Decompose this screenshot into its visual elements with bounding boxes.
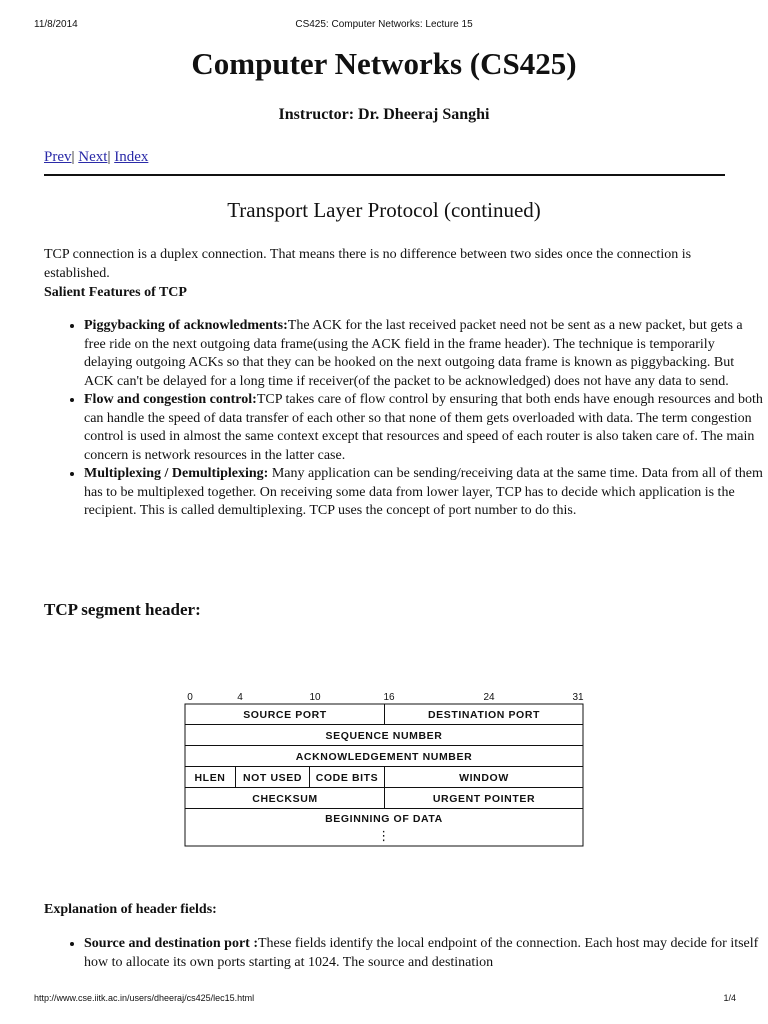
field-hlen: HLEN [194, 772, 226, 784]
bit-label: 4 [237, 692, 243, 703]
bit-label: 31 [572, 692, 584, 703]
field-urgent-pointer: URGENT POINTER [432, 793, 536, 805]
explanation-heading: Explanation of header fields: [44, 902, 217, 917]
feature-text: The ACK for the last received packet need not be sent as a new packet, but gets a free ride on the next outgoing data frame(using the ACK field in the frame header). The technique is temporarily delaying outgoing ACKs so that they can be hooked on the next outgoing data frame is known as piggybacking. But ACK can't be delayed for a long time if receiver(of the packet to be acknowledged) does not have any data to send. [84, 318, 743, 389]
feature-text: TCP takes care of flow control by ensuring that both ends have enough resources and both can handle the speed of data transfer of each other so that none of them gets overloaded with data. The term congestion control is used in almost the same context except that resources and speed of each router is also taken care of. The main concern is network resources in the latter case. [84, 392, 763, 463]
feature-term: Multiplexing / Demultiplexing: [84, 466, 269, 481]
field-window: WINDOW [459, 772, 509, 784]
list-item [84, 935, 764, 972]
list-item [84, 465, 764, 521]
page-navigation [44, 149, 148, 166]
print-page-title: CS425: Computer Networks: Lecture 15 [295, 19, 473, 30]
field-beginning-of-data: BEGINNING OF DATA [325, 813, 443, 825]
field-not-used: NOT USED [242, 772, 303, 784]
field-code-bits: CODE BITS [315, 772, 379, 784]
continuation-dots: ⋮ [377, 828, 391, 843]
section-title: Transport Layer Protocol (continued) [227, 198, 541, 222]
instructor-line: Instructor: Dr. Dheeraj Sanghi [278, 106, 490, 123]
prev-link[interactable]: Prev [44, 149, 72, 165]
bit-label: 24 [483, 692, 495, 703]
field-ack-number: ACKNOWLEDGEMENT NUMBER [295, 751, 473, 763]
next-link[interactable]: Next [78, 149, 108, 165]
horizontal-rule [44, 174, 725, 176]
print-page-number: 1/4 [723, 993, 736, 1003]
nav-separator: | [107, 149, 111, 165]
fields-list [44, 935, 764, 972]
field-checksum: CHECKSUM [252, 793, 318, 805]
feature-term: Flow and congestion control: [84, 392, 257, 407]
page-title: Computer Networks (CS425) [191, 46, 577, 81]
intro-paragraph: TCP connection is a duplex connection. That means there is no difference between two sides once the connection is established. [44, 247, 692, 281]
print-date: 11/8/2014 [34, 19, 78, 30]
bit-label: 10 [309, 692, 321, 703]
print-url: http://www.cse.iitk.ac.in/users/dheeraj/cs425/lec15.html [34, 993, 255, 1003]
field-source-port: SOURCE PORT [243, 709, 327, 721]
field-term: Source and destination port : [84, 936, 258, 951]
list-item [84, 391, 764, 465]
features-list [44, 317, 764, 521]
field-destination-port: DESTINATION PORT [427, 709, 541, 721]
field-sequence-number: SEQUENCE NUMBER [325, 730, 443, 742]
field-text: These fields identify the local endpoint of the connection. Each host may decide for itself how to allocate its own ports starting at 1024. The source and destination [84, 936, 759, 970]
bit-label: 0 [187, 692, 193, 703]
tcp-header-diagram [180, 688, 590, 853]
salient-features-heading: Salient Features of TCP [44, 285, 187, 300]
nav-separator: | [71, 149, 75, 165]
feature-text: Many application can be sending/receiving data at the same time. Data from all of them has to be multiplexed together. On receiving some data from lower layer, TCP has to decide which application is the recipient. This is called demultiplexing. TCP uses the concept of port number to do this. [84, 466, 763, 518]
feature-term: Piggybacking of acknowledments: [84, 318, 288, 333]
bit-label: 16 [383, 692, 395, 703]
list-item [84, 317, 764, 391]
index-link[interactable]: Index [114, 149, 149, 165]
segment-header-heading: TCP segment header: [44, 600, 201, 619]
